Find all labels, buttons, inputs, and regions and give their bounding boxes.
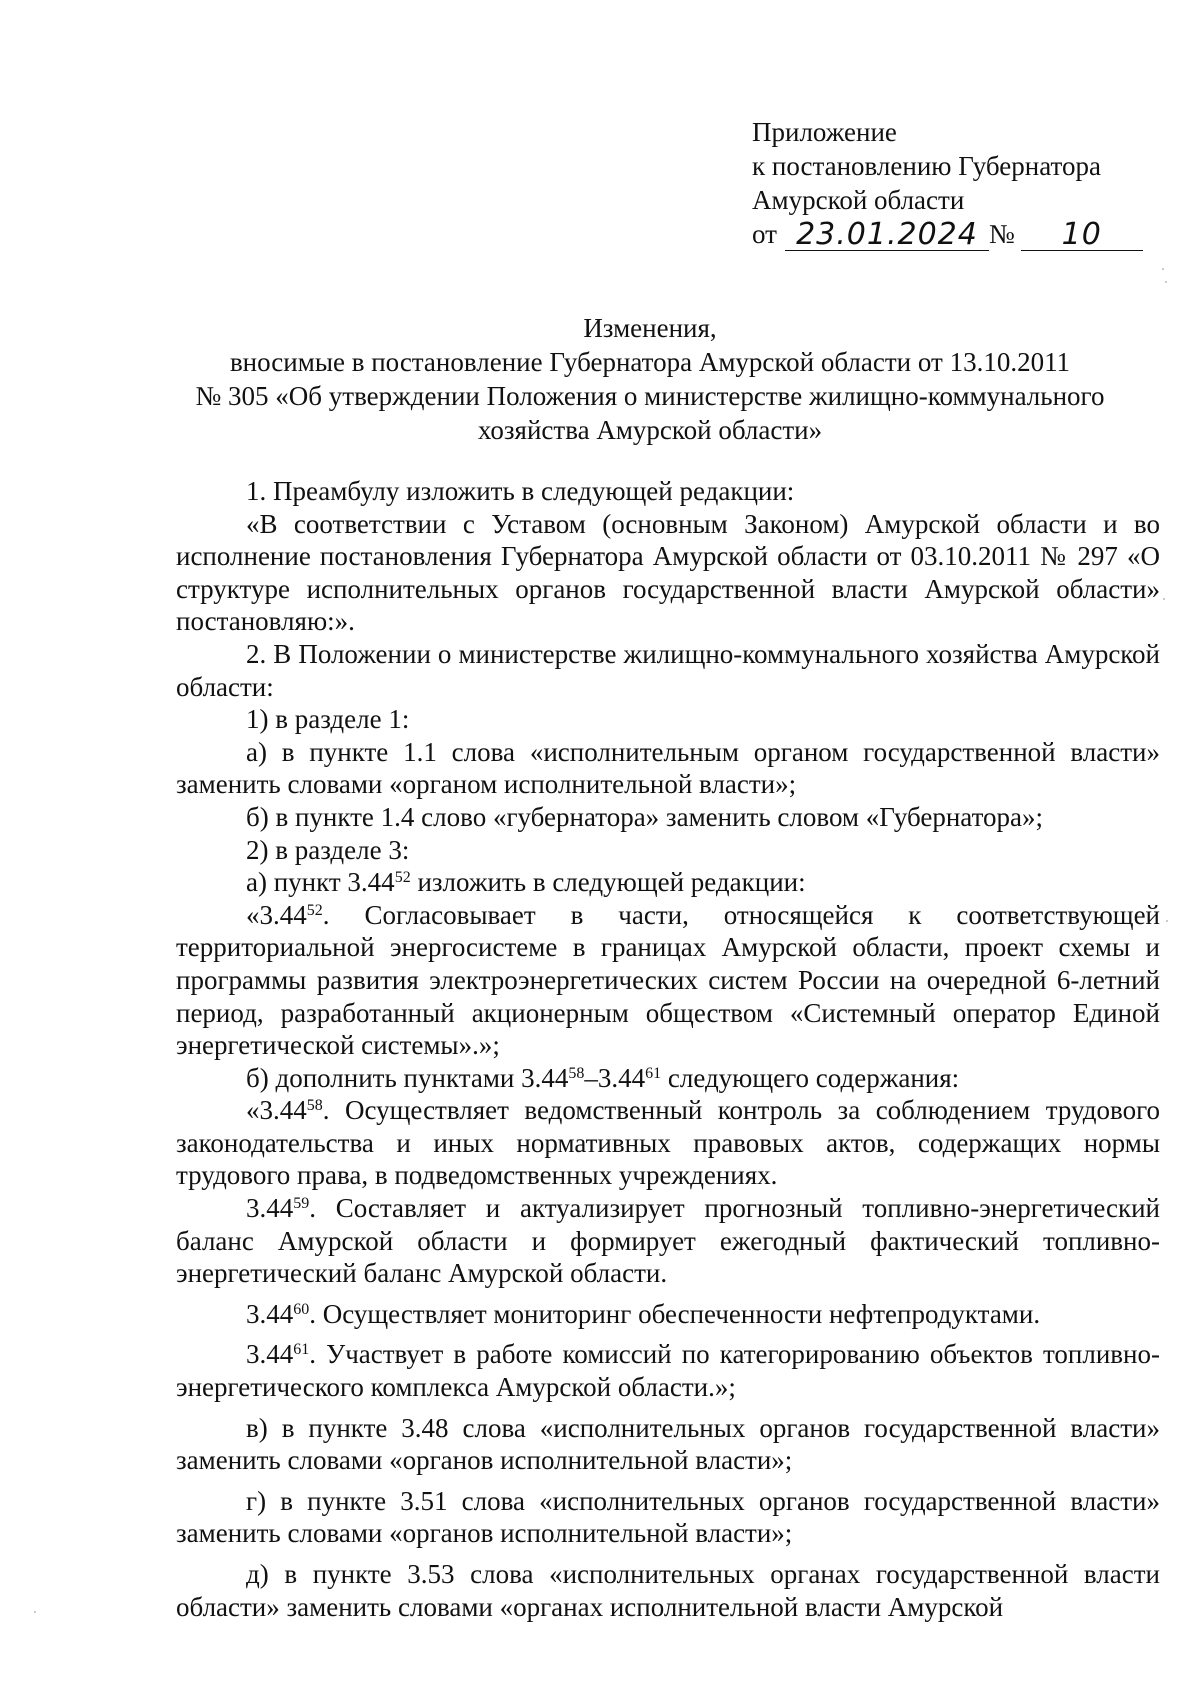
paragraph-2: «В соответствии с Уставом (основным Законом) Амурской области и во исполнение постановления Губернатора Амурской области от 03.10.2011 № 297 «О структуре исполнительных органов государственной власти Амурской области» постановляю:».	[176, 508, 1160, 637]
paragraph-3: 2. В Положении о министерстве жилищно-коммунального хозяйства Амурской области:	[176, 638, 1160, 702]
scan-speck	[34, 1611, 36, 1613]
p12-text-end: . Составляет и актуализирует прогнозный топливно-энергетический баланс Амурской области и формирует ежегодный фактический топливно-энергетический баланс Амурской области.	[176, 1193, 1160, 1289]
paragraph-14	[176, 1338, 1160, 1403]
p13-text-end: . Осуществляет мониторинг обеспеченности нефтепродуктами.	[309, 1298, 1041, 1329]
appendix-line-3: Амурской области	[752, 185, 965, 215]
paragraph-13	[176, 1298, 1160, 1331]
p10-superscript-1: 58	[568, 1064, 585, 1082]
p10-text-start: б) дополнить пунктами 3.44	[246, 1062, 569, 1093]
appendix-line-2: к постановлению Губернатора	[752, 151, 1101, 181]
scan-speck	[1163, 598, 1165, 600]
p10-superscript-2: 61	[645, 1064, 662, 1082]
paragraph-5: а) в пункте 1.1 слова «исполнительным органом государственной власти» заменить словами «органом исполнительной власти»;	[176, 736, 1160, 800]
number-label: №	[988, 219, 1015, 249]
paragraph-17: д) в пункте 3.53 слова «исполнительных органах государственной власти области» заменить словами «органах исполнительной власти Амурской	[176, 1559, 1160, 1622]
p10-text-mid: –3.44	[584, 1062, 646, 1093]
p9-superscript: 52	[306, 901, 323, 919]
p9-text-end: . Согласовывает в части, относящейся к соответствующей территориальной энергосистеме в границах Амурской области, проект схемы и программы развития электроэнергетических систем России на очередной 6-летний период, разработанный акционерным обществом «Системный оператор Единой энергетической системы».»;	[176, 899, 1160, 1061]
p9-text-start: «3.44	[246, 899, 307, 930]
p11-superscript: 58	[306, 1097, 323, 1115]
document-title	[150, 311, 1150, 447]
title-line-3: № 305 «Об утверждении Положения о министерстве жилищно-коммунального	[195, 381, 1105, 411]
handwritten-number: 10	[1021, 220, 1143, 251]
scan-speck	[1162, 268, 1164, 270]
p12-superscript: 59	[293, 1195, 310, 1213]
paragraph-1: 1. Преамбулу изложить в следующей редакции:	[246, 476, 795, 506]
title-line-2: вносимые в постановление Губернатора Амурской области от 13.10.2011	[229, 347, 1071, 377]
paragraph-8	[176, 866, 1160, 899]
p8-text-end: изложить в следующей редакции:	[410, 867, 806, 898]
p11-text-start: «3.44	[246, 1095, 307, 1126]
appendix-line-1: Приложение	[752, 117, 897, 147]
p12-text-start: 3.44	[246, 1193, 294, 1224]
appendix-block	[752, 115, 1143, 251]
document-body	[176, 475, 1160, 1623]
p14-text-start: 3.44	[246, 1339, 294, 1370]
handwritten-date: 23.01.2024	[785, 220, 989, 251]
p8-superscript: 52	[394, 869, 411, 887]
paragraph-12	[176, 1192, 1160, 1290]
appendix-date-row	[752, 217, 1143, 251]
title-heading: Изменения,	[583, 313, 717, 343]
scan-speck	[1166, 920, 1168, 922]
scan-speck	[1165, 281, 1167, 283]
p10-text-end: следующего содержания:	[661, 1062, 960, 1093]
p14-superscript: 61	[293, 1341, 310, 1359]
paragraph-15: в) в пункте 3.48 слова «исполнительных органов государственной власти» заменить словами «органов исполнительной власти»;	[176, 1412, 1160, 1476]
paragraph-7: 2) в разделе 3:	[246, 834, 410, 865]
title-line-4: хозяйства Амурской области»	[477, 415, 823, 445]
paragraph-9	[176, 899, 1160, 1062]
p8-text-start: а) пункт 3.44	[246, 867, 395, 898]
p13-superscript: 60	[293, 1300, 310, 1318]
paragraph-11	[176, 1094, 1160, 1192]
p14-text-end: . Участвует в работе комиссий по категорированию объектов топливно-энергетического комплекса Амурской области.»;	[176, 1339, 1160, 1403]
p11-text-end: . Осуществляет ведомственный контроль за соблюдением трудового законодательства и иных нормативных правовых актов, содержащих нормы трудового права, в подведомственных учреждениях.	[176, 1095, 1160, 1191]
paragraph-16: г) в пункте 3.51 слова «исполнительных органов государственной власти» заменить словами «органов исполнительной власти»;	[176, 1485, 1160, 1549]
from-label: от	[752, 219, 777, 249]
paragraph-10	[176, 1062, 1160, 1095]
paragraph-4: 1) в разделе 1:	[246, 704, 410, 735]
p13-text-start: 3.44	[246, 1298, 294, 1329]
paragraph-6: б) в пункте 1.4 слово «губернатора» заменить словом «Губернатора»;	[246, 801, 1044, 832]
